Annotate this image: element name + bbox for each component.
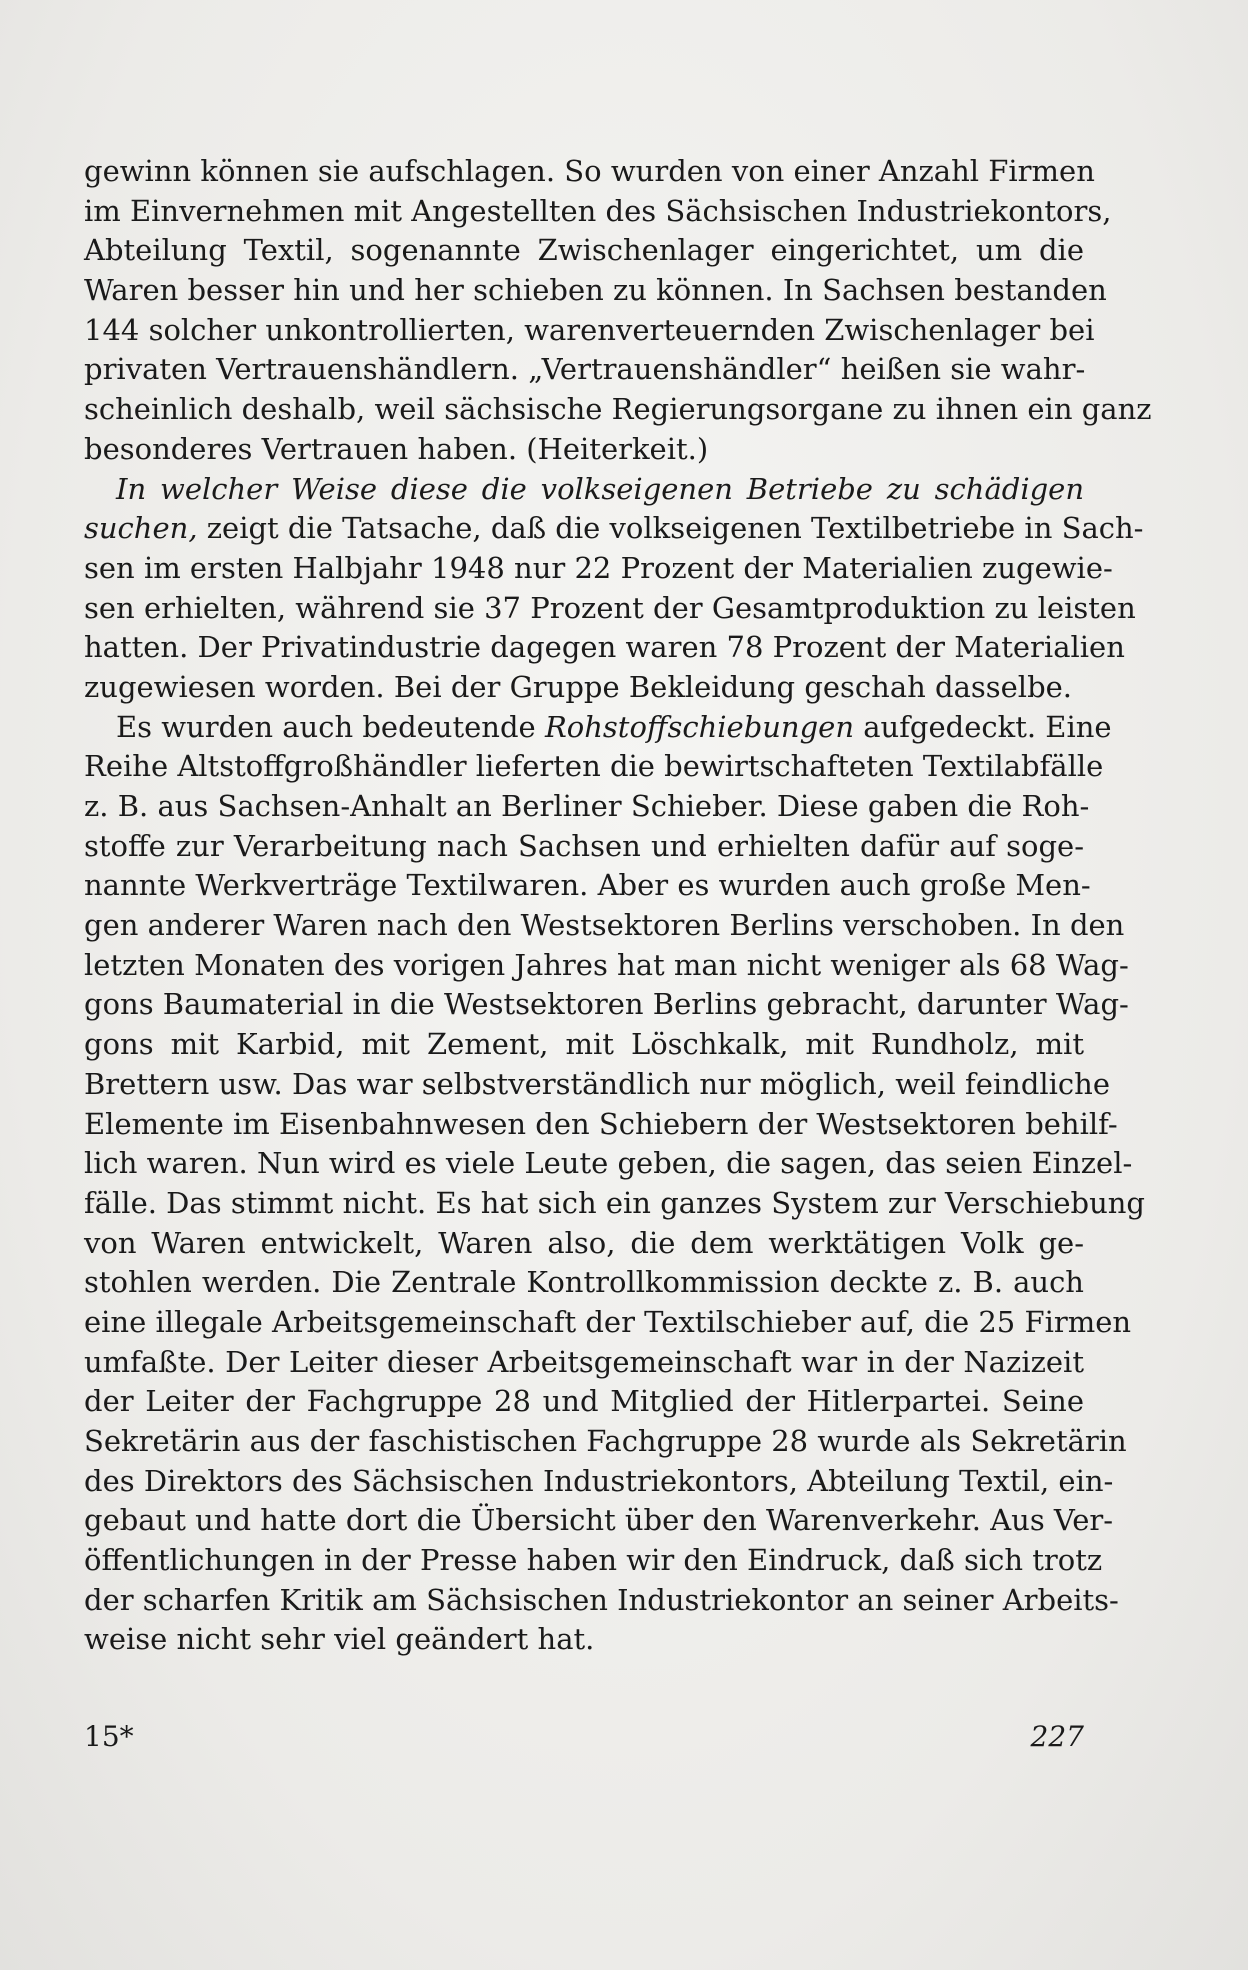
text-line xyxy=(84,430,1084,470)
text-run: stohlen werden. Die Zentrale Kontrollkommission deckte z. B. auch xyxy=(84,1265,1084,1300)
text-line xyxy=(84,549,1113,589)
paragraph xyxy=(84,470,1144,708)
text-line xyxy=(84,1184,1145,1224)
text-line xyxy=(84,1462,1114,1502)
text-line xyxy=(84,1224,1084,1264)
text-line xyxy=(84,509,1144,549)
text-run: Sekretärin aus der faschistischen Fachgruppe 28 wurde als Sekretärin xyxy=(84,1424,1127,1458)
text-line xyxy=(84,152,1095,192)
text-line xyxy=(84,1105,1118,1145)
text-line xyxy=(84,985,1129,1025)
text-run: fälle. Das stimmt nicht. Es hat sich ein ganzes System zur Verschiebung xyxy=(84,1185,1145,1220)
text-run: gons Baumaterial in die Westsektoren Berlins gebracht, darunter Wag- xyxy=(84,987,1129,1022)
paragraph xyxy=(84,708,1145,1661)
text-line xyxy=(84,747,1104,787)
text-run: von Waren entwickelt, Waren also, die dem werktätigen Volk ge- xyxy=(84,1225,1084,1260)
emphasized-text: Rohstoffschiebungen xyxy=(544,709,855,744)
text-run: der Leiter der Fachgruppe 28 und Mitglied der Hitlerpartei. Seine xyxy=(84,1384,1084,1419)
text-line xyxy=(84,231,1084,271)
text-run: eine illegale Arbeitsgemeinschaft der Textilschieber auf, die 25 Firmen xyxy=(84,1304,1132,1339)
text-run: Es wurden auch bedeutende xyxy=(116,709,545,744)
text-run: weise nicht sehr viel geändert hat. xyxy=(84,1622,595,1657)
text-run: 144 solcher unkontrollierten, warenverteuernden Zwischenlager bei xyxy=(84,312,1095,347)
text-run: umfaßte. Der Leiter dieser Arbeitsgemeinschaft war in der Nazizeit xyxy=(84,1344,1084,1379)
text-line xyxy=(84,1065,1111,1105)
text-run: zeigt die Tatsache, daß die volkseigenen Textilbetriebe in Sach- xyxy=(197,511,1144,546)
text-line xyxy=(84,1144,1133,1184)
text-run: hatten. Der Privatindustrie dagegen waren 78 Prozent der Materialien xyxy=(84,630,1125,665)
text-line xyxy=(84,1382,1084,1422)
text-line xyxy=(84,906,1125,946)
text-line xyxy=(84,1581,1119,1621)
text-line xyxy=(84,311,1095,351)
text-line xyxy=(84,1422,1127,1462)
text-run: gewinn können sie aufschlagen. So wurden von einer Anzahl Firmen xyxy=(84,154,1095,188)
text-line xyxy=(84,1541,1103,1581)
body-text xyxy=(84,152,1152,1660)
text-line xyxy=(84,589,1136,629)
text-line xyxy=(84,1343,1084,1383)
text-run: aufgedeckt. Eine xyxy=(854,709,1112,744)
text-run: der scharfen Kritik am Sächsischen Industriekontor an seiner Arbeits- xyxy=(84,1582,1119,1617)
text-run: scheinlich deshalb, weil sächsische Regierungsorgane zu ihnen ein ganz xyxy=(84,392,1152,427)
text-run: Elemente im Eisenbahnwesen den Schiebern der Westsektoren behilf- xyxy=(84,1106,1118,1141)
page-number: 227 xyxy=(1030,1720,1084,1753)
text-run: öffentlichungen in der Presse haben wir den Eindruck, daß sich trotz xyxy=(84,1543,1103,1578)
text-run: letzten Monaten des vorigen Jahres hat man nicht weniger als 68 Wag- xyxy=(84,947,1129,982)
text-line xyxy=(84,350,1084,390)
paragraph xyxy=(84,152,1152,470)
text-run: privaten Vertrauenshändlern. „Vertrauenshändler“ heißen sie wahr- xyxy=(84,352,1086,387)
text-line xyxy=(84,708,1112,748)
text-run: besonderes Vertrauen haben. (Heiterkeit.) xyxy=(84,431,709,466)
text-run: Waren besser hin und her schieben zu können. In Sachsen bestanden xyxy=(84,273,1107,308)
text-run: Abteilung Textil, sogenannte Zwischenlager eingerichtet, um die xyxy=(84,233,1084,268)
emphasized-text: suchen, xyxy=(84,511,198,546)
text-line xyxy=(84,390,1152,430)
text-run: gons mit Karbid, mit Zement, mit Löschkalk, mit Rundholz, mit xyxy=(84,1027,1084,1062)
text-line xyxy=(84,668,1084,708)
text-run: Brettern usw. Das war selbstverständlich nur möglich, weil feindliche xyxy=(84,1066,1111,1101)
text-line xyxy=(84,628,1125,668)
text-run: nannte Werkverträge Textilwaren. Aber es wurden auch große Men- xyxy=(84,868,1091,903)
text-run: Reihe Altstoffgroßhändler lieferten die bewirtschafteten Textilabfälle xyxy=(84,749,1104,784)
text-run: z. B. aus Sachsen-Anhalt an Berliner Schieber. Diese gaben die Roh- xyxy=(84,789,1090,823)
text-line xyxy=(84,470,1084,510)
text-line xyxy=(84,1025,1084,1065)
page-footer xyxy=(84,1720,1084,1760)
text-line xyxy=(84,271,1107,311)
text-run: stoffe zur Verarbeitung nach Sachsen und erhielten dafür auf soge- xyxy=(84,828,1084,863)
text-run: gen anderer Waren nach den Westsektoren Berlins verschoben. In den xyxy=(84,908,1125,943)
text-run: zugewiesen worden. Bei der Gruppe Bekleidung geschah dasselbe. xyxy=(84,669,1073,704)
text-line xyxy=(84,1263,1084,1303)
emphasized-text: In welcher Weise diese die volkseigenen Betriebe zu schädigen xyxy=(116,471,1084,506)
text-run: sen erhielten, während sie 37 Prozent der Gesamtproduktion zu leisten xyxy=(84,590,1136,625)
text-line xyxy=(84,1620,1084,1660)
printer-signature: 15* xyxy=(84,1720,134,1753)
text-line xyxy=(84,787,1090,827)
text-run: des Direktors des Sächsischen Industriekontors, Abteilung Textil, ein- xyxy=(84,1463,1114,1498)
text-line xyxy=(84,1303,1132,1343)
text-line xyxy=(84,1501,1114,1541)
text-run: gebaut und hatte dort die Übersicht über den Warenverkehr. Aus Ver- xyxy=(84,1503,1114,1538)
text-run: sen im ersten Halbjahr 1948 nur 22 Prozent der Materialien zugewie- xyxy=(84,550,1113,585)
text-line xyxy=(84,192,1112,232)
text-run: lich waren. Nun wird es viele Leute geben, die sagen, das seien Einzel- xyxy=(84,1146,1133,1181)
text-run: im Einvernehmen mit Angestellten des Sächsischen Industriekontors, xyxy=(84,193,1112,228)
text-line xyxy=(84,866,1091,906)
text-line xyxy=(84,827,1084,867)
text-line xyxy=(84,946,1129,986)
